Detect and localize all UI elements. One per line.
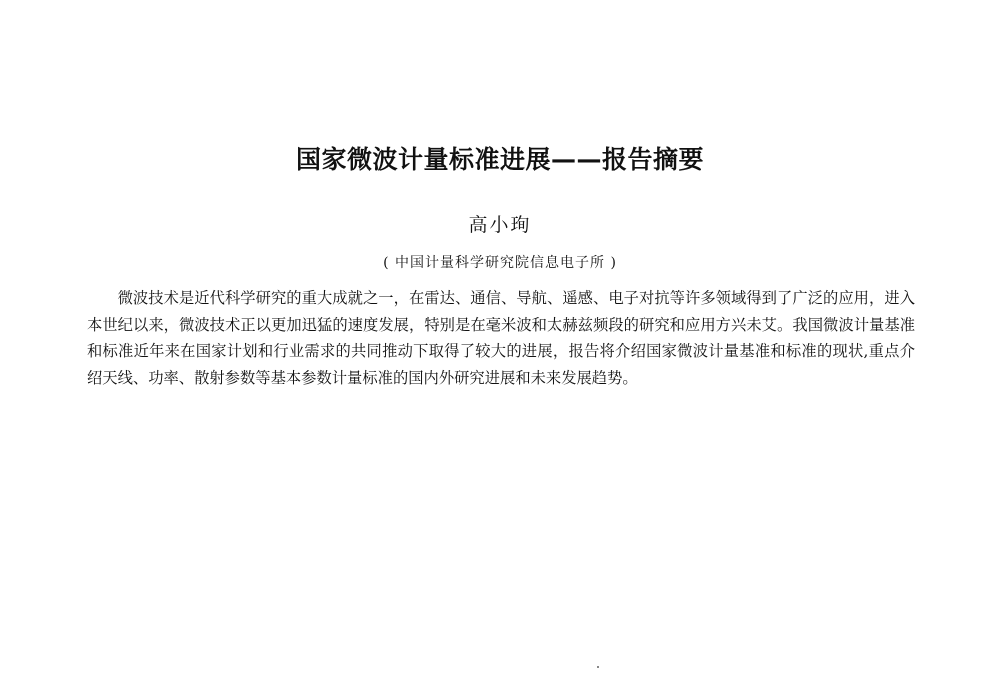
author-name: 高小珣 [468, 214, 532, 236]
abstract-paragraph: 微波技术是近代科学研究的重大成就之一，在雷达、通信、导航、遥感、电子对抗等许多领域得到了广泛的应用，进入本世纪以来，微波技术正以更加迅猛的速度发展，特别是在毫米波和太赫兹频段的研究和应用方兴未艾。我国微波计量基准和标准近年来在国家计划和行业需求的共同推动下取得了较大的进展，报告将介绍国家微波计量基准和标准的现状,重点介绍天线、功率、散射参数等基本参数计量标准的国内外研究进展和未来发展趋势。 [87, 289, 915, 387]
scan-speck [597, 666, 599, 668]
author-affiliation: ( 中国计量科学研究院信息电子所 ) [383, 255, 617, 271]
page-title: 国家微波计量标准进展——报告摘要 [295, 145, 704, 174]
